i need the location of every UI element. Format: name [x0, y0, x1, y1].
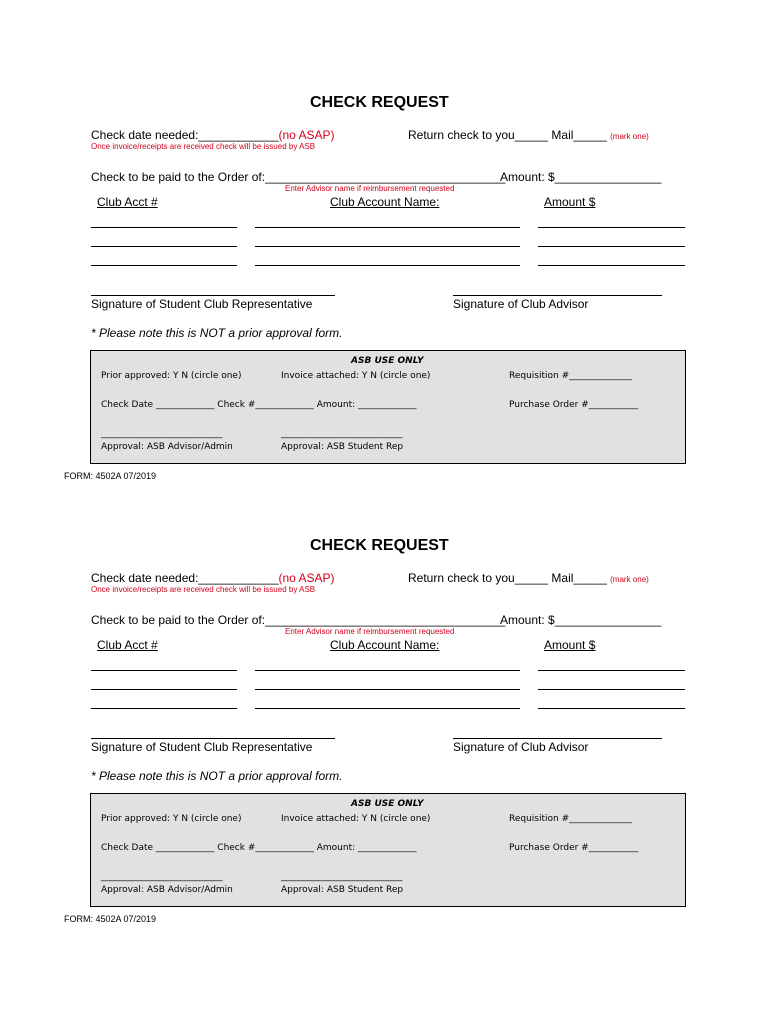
- student-signature-line[interactable]: [91, 738, 335, 739]
- check-request-form-1: [0, 0, 770, 490]
- club-acct-line[interactable]: [91, 227, 237, 228]
- club-acct-line[interactable]: [91, 689, 237, 690]
- col-club-account-name-header: Club Account Name:: [330, 638, 440, 652]
- asb-use-only-box: [90, 793, 686, 907]
- purchase-order-field[interactable]: Purchase Order #___________: [509, 843, 639, 853]
- asb-box-title: ASB USE ONLY: [351, 356, 424, 366]
- club-account-name-line[interactable]: [255, 670, 520, 671]
- approval-admin-label: Approval: ASB Advisor/Admin: [101, 442, 233, 452]
- club-account-name-line[interactable]: [255, 246, 520, 247]
- club-acct-line[interactable]: [91, 708, 237, 709]
- amount-field[interactable]: Amount: $________________: [500, 170, 662, 184]
- student-signature-line[interactable]: [91, 295, 335, 296]
- approval-student-line[interactable]: ___________________________: [281, 872, 403, 882]
- form-number: FORM: 4502A 07/2019: [64, 471, 157, 481]
- advisor-signature-line[interactable]: [453, 295, 662, 296]
- check-date-needed-label: Check date needed:____________: [91, 571, 279, 585]
- student-signature-label: Signature of Student Club Representative: [91, 297, 313, 311]
- amount-line[interactable]: [538, 265, 685, 266]
- prior-approved-field[interactable]: Prior approved: Y N (circle one): [101, 814, 242, 824]
- approval-student-line[interactable]: ___________________________: [281, 429, 403, 439]
- invoice-attached-field[interactable]: Invoice attached: Y N (circle one): [281, 371, 431, 381]
- invoice-attached-field[interactable]: Invoice attached: Y N (circle one): [281, 814, 431, 824]
- col-amount-header: Amount $: [544, 195, 596, 209]
- club-acct-line[interactable]: [91, 670, 237, 671]
- asb-box-title: ASB USE ONLY: [351, 799, 424, 809]
- col-club-acct-header: Club Acct #: [97, 195, 158, 209]
- form-title: CHECK REQUEST: [310, 537, 449, 554]
- approval-student-label: Approval: ASB Student Rep: [281, 885, 404, 895]
- approval-admin-label: Approval: ASB Advisor/Admin: [101, 885, 233, 895]
- return-check-label: Return check to you_____ Mail_____: [408, 571, 607, 585]
- return-check-field[interactable]: [408, 128, 649, 142]
- check-date-needed-label: Check date needed:____________: [91, 128, 279, 142]
- amount-line[interactable]: [538, 689, 685, 690]
- prior-approval-note: * Please note this is NOT a prior approval form.: [91, 769, 343, 783]
- check-date-needed-field[interactable]: [91, 571, 335, 585]
- return-check-label: Return check to you_____ Mail_____: [408, 128, 607, 142]
- advisor-note: Enter Advisor name if reimbursement requested: [285, 184, 455, 193]
- club-acct-line[interactable]: [91, 246, 237, 247]
- advisor-signature-label: Signature of Club Advisor: [453, 740, 589, 754]
- advisor-note: Enter Advisor name if reimbursement requested: [285, 627, 455, 636]
- no-asap-note: (no ASAP): [278, 128, 335, 142]
- advisor-signature-line[interactable]: [453, 738, 662, 739]
- mark-one-note: (mark one): [610, 132, 649, 141]
- club-account-name-line[interactable]: [255, 708, 520, 709]
- paid-to-order-field[interactable]: Check to be paid to the Order of:____________________________________: [91, 613, 506, 627]
- check-date-needed-field[interactable]: [91, 128, 335, 142]
- mark-one-note: (mark one): [610, 575, 649, 584]
- prior-approval-note: * Please note this is NOT a prior approval form.: [91, 326, 343, 340]
- invoice-note: Once invoice/receipts are received check will be issued by ASB: [91, 142, 316, 151]
- amount-line[interactable]: [538, 227, 685, 228]
- form-title: CHECK REQUEST: [310, 94, 449, 111]
- club-account-name-line[interactable]: [255, 227, 520, 228]
- amount-line[interactable]: [538, 670, 685, 671]
- return-check-field[interactable]: [408, 571, 649, 585]
- form-number: FORM: 4502A 07/2019: [64, 914, 157, 924]
- amount-field[interactable]: Amount: $________________: [500, 613, 662, 627]
- check-date-check-amount-field[interactable]: Check Date _____________ Check #_____________ Amount: _____________: [101, 400, 417, 410]
- no-asap-note: (no ASAP): [278, 571, 335, 585]
- col-amount-header: Amount $: [544, 638, 596, 652]
- check-request-form-2: [0, 443, 770, 933]
- student-signature-label: Signature of Student Club Representative: [91, 740, 313, 754]
- approval-student-label: Approval: ASB Student Rep: [281, 442, 404, 452]
- col-club-acct-header: Club Acct #: [97, 638, 158, 652]
- club-acct-line[interactable]: [91, 265, 237, 266]
- club-account-name-line[interactable]: [255, 265, 520, 266]
- approval-admin-line[interactable]: ___________________________: [101, 429, 223, 439]
- invoice-note: Once invoice/receipts are received check will be issued by ASB: [91, 585, 316, 594]
- requisition-field[interactable]: Requisition #______________: [509, 814, 633, 824]
- requisition-field[interactable]: Requisition #______________: [509, 371, 633, 381]
- check-date-check-amount-field[interactable]: Check Date _____________ Check #_____________ Amount: _____________: [101, 843, 417, 853]
- amount-line[interactable]: [538, 246, 685, 247]
- col-club-account-name-header: Club Account Name:: [330, 195, 440, 209]
- prior-approved-field[interactable]: Prior approved: Y N (circle one): [101, 371, 242, 381]
- club-account-name-line[interactable]: [255, 689, 520, 690]
- advisor-signature-label: Signature of Club Advisor: [453, 297, 589, 311]
- paid-to-order-field[interactable]: Check to be paid to the Order of:____________________________________: [91, 170, 506, 184]
- approval-admin-line[interactable]: ___________________________: [101, 872, 223, 882]
- purchase-order-field[interactable]: Purchase Order #___________: [509, 400, 639, 410]
- amount-line[interactable]: [538, 708, 685, 709]
